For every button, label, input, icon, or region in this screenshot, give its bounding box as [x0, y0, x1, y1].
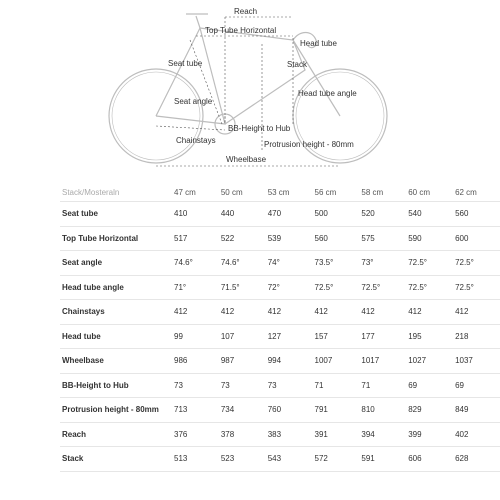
table-row: [60, 422, 500, 447]
table-cell: 513: [172, 447, 219, 472]
table-cell: 591: [359, 447, 406, 472]
seat-tube-label: Seat tube: [168, 59, 203, 68]
table-cell: 520: [359, 202, 406, 227]
reach-label: Reach: [234, 7, 258, 16]
table-cell: 628: [453, 447, 500, 472]
size-header: 60 cm: [406, 183, 453, 202]
table-cell: 560: [453, 202, 500, 227]
seat-angle-label: Seat angle: [174, 97, 213, 106]
corner-label: Stack/Mosteraln: [60, 183, 172, 202]
table-row: [60, 275, 500, 300]
table-cell: 517: [172, 226, 219, 251]
table-cell: 71°: [172, 275, 219, 300]
table-cell: 470: [266, 202, 313, 227]
table-cell: 522: [219, 226, 266, 251]
table-cell: 71: [359, 373, 406, 398]
table-cell: 810: [359, 398, 406, 423]
table-cell: 195: [406, 324, 453, 349]
top-tube-label: Top Tube Horizontal: [205, 26, 277, 35]
geometry-table: [60, 183, 500, 472]
table-cell: 218: [453, 324, 500, 349]
row-label: Seat tube: [60, 202, 172, 227]
table-cell: 440: [219, 202, 266, 227]
table-cell: 72.5°: [313, 275, 360, 300]
table-cell: 99: [172, 324, 219, 349]
geometry-table-body: [60, 202, 500, 472]
table-cell: 74°: [266, 251, 313, 276]
table-cell: 1027: [406, 349, 453, 374]
table-cell: 849: [453, 398, 500, 423]
table-cell: 500: [313, 202, 360, 227]
size-header: 53 cm: [266, 183, 313, 202]
table-row: [60, 202, 500, 227]
table-row: [60, 324, 500, 349]
table-row: [60, 398, 500, 423]
table-cell: 72.5°: [453, 275, 500, 300]
table-cell: 73: [266, 373, 313, 398]
table-cell: 72.5°: [406, 251, 453, 276]
bb-height-label: BB-Height to Hub: [228, 124, 291, 133]
row-label: Head tube: [60, 324, 172, 349]
table-cell: 72.5°: [453, 251, 500, 276]
head-tube-label: Head tube: [300, 39, 337, 48]
table-cell: 72.5°: [406, 275, 453, 300]
size-header-row: [60, 183, 500, 202]
table-cell: 410: [172, 202, 219, 227]
row-label: Reach: [60, 422, 172, 447]
table-cell: 107: [219, 324, 266, 349]
row-label: BB-Height to Hub: [60, 373, 172, 398]
table-cell: 987: [219, 349, 266, 374]
table-cell: 713: [172, 398, 219, 423]
table-cell: 734: [219, 398, 266, 423]
table-cell: 590: [406, 226, 453, 251]
table-cell: 71.5°: [219, 275, 266, 300]
table-cell: 394: [359, 422, 406, 447]
table-row: [60, 349, 500, 374]
table-cell: 540: [406, 202, 453, 227]
table-cell: 412: [359, 300, 406, 325]
table-cell: 72.5°: [359, 275, 406, 300]
table-cell: 72°: [266, 275, 313, 300]
row-label: Wheelbase: [60, 349, 172, 374]
table-cell: 572: [313, 447, 360, 472]
table-cell: 543: [266, 447, 313, 472]
table-cell: 74.6°: [219, 251, 266, 276]
table-cell: 412: [406, 300, 453, 325]
row-label: Protrusion height - 80mm: [60, 398, 172, 423]
table-cell: 69: [406, 373, 453, 398]
table-cell: 606: [406, 447, 453, 472]
table-cell: 1007: [313, 349, 360, 374]
table-cell: 74.6°: [172, 251, 219, 276]
table-cell: 69: [453, 373, 500, 398]
table-cell: 157: [313, 324, 360, 349]
size-header: 58 cm: [359, 183, 406, 202]
table-cell: 575: [359, 226, 406, 251]
protrusion-label: Protrusion height - 80mm: [264, 140, 354, 149]
table-cell: 73°: [359, 251, 406, 276]
row-label: Seat angle: [60, 251, 172, 276]
table-cell: 399: [406, 422, 453, 447]
head-tube-angle-label: Head tube angle: [298, 89, 357, 98]
wheelbase-label: Wheelbase: [226, 155, 267, 164]
row-label: Stack: [60, 447, 172, 472]
table-cell: 73: [219, 373, 266, 398]
table-cell: 829: [406, 398, 453, 423]
bike-geometry-diagram: [0, 0, 500, 180]
table-cell: 600: [453, 226, 500, 251]
table-cell: 986: [172, 349, 219, 374]
table-row: [60, 226, 500, 251]
table-cell: 539: [266, 226, 313, 251]
table-cell: 412: [266, 300, 313, 325]
table-cell: 127: [266, 324, 313, 349]
row-label: Top Tube Horizontal: [60, 226, 172, 251]
table-cell: 412: [453, 300, 500, 325]
table-row: [60, 447, 500, 472]
table-row: [60, 373, 500, 398]
table-cell: 402: [453, 422, 500, 447]
table-cell: 177: [359, 324, 406, 349]
table-cell: 412: [172, 300, 219, 325]
row-label: Chainstays: [60, 300, 172, 325]
size-header: 62 cm: [453, 183, 500, 202]
table-cell: 391: [313, 422, 360, 447]
table-cell: 1017: [359, 349, 406, 374]
table-cell: 378: [219, 422, 266, 447]
table-row: [60, 300, 500, 325]
table-cell: 412: [313, 300, 360, 325]
size-header: 56 cm: [313, 183, 360, 202]
table-cell: 73: [172, 373, 219, 398]
size-header: 47 cm: [172, 183, 219, 202]
table-cell: 71: [313, 373, 360, 398]
table-cell: 376: [172, 422, 219, 447]
stack-label: Stack: [287, 60, 308, 69]
row-label: Head tube angle: [60, 275, 172, 300]
table-cell: 994: [266, 349, 313, 374]
table-cell: 791: [313, 398, 360, 423]
table-cell: 1037: [453, 349, 500, 374]
size-header: 50 cm: [219, 183, 266, 202]
table-cell: 73.5°: [313, 251, 360, 276]
chainstays-label: Chainstays: [176, 136, 216, 145]
chainstay-line: [156, 126, 225, 130]
table-cell: 383: [266, 422, 313, 447]
table-row: [60, 251, 500, 276]
table-cell: 523: [219, 447, 266, 472]
table-cell: 412: [219, 300, 266, 325]
table-cell: 760: [266, 398, 313, 423]
table-cell: 560: [313, 226, 360, 251]
